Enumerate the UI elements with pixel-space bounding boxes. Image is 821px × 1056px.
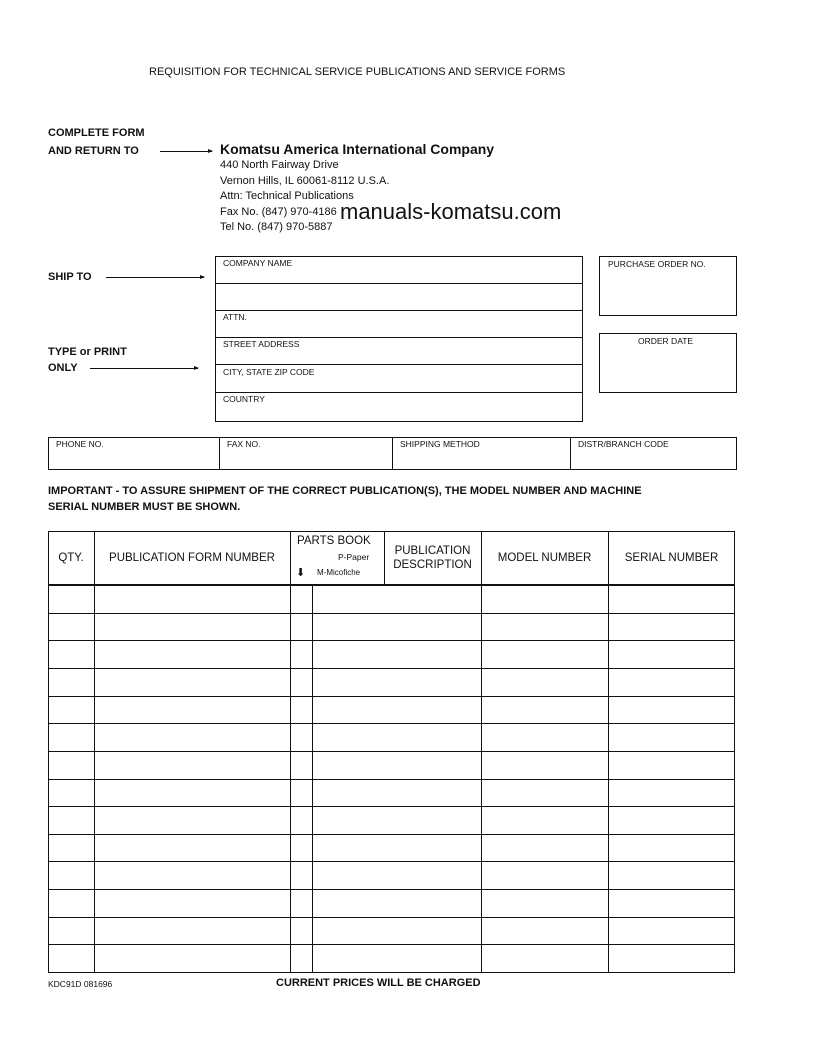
serial-cell[interactable] [609,697,735,724]
model-cell[interactable] [482,890,608,917]
qty-cell[interactable] [49,752,94,779]
field-label: STREET ADDRESS [223,339,300,349]
model-cell[interactable] [482,752,608,779]
serial-cell[interactable] [609,835,735,862]
qty-cell[interactable] [49,918,94,945]
model-cell[interactable] [482,697,608,724]
model-cell[interactable] [482,724,608,751]
paper-micro-cell[interactable] [291,724,312,751]
model-cell[interactable] [482,586,608,613]
serial-cell[interactable] [609,807,735,834]
attn-field[interactable] [215,310,583,338]
serial-cell[interactable] [609,780,735,807]
header-model: MODEL NUMBER [497,552,592,564]
order-date-field[interactable] [599,333,737,393]
form-number-cell[interactable] [95,752,290,779]
header-qty: QTY. [58,552,84,564]
paper-micro-cell[interactable] [291,752,312,779]
header-microfiche: M-Micofiche [317,568,361,577]
qty-cell[interactable] [49,669,94,696]
street-address-field[interactable] [215,337,583,365]
country-field[interactable] [215,392,583,421]
description-cell[interactable] [313,669,481,696]
address-line: 440 North Fairway Drive [220,159,339,171]
description-cell[interactable] [313,835,481,862]
description-cell[interactable] [313,945,481,972]
field-label: COMPANY NAME [223,258,293,268]
form-code: KDC91D 081696 [48,979,113,989]
arrow-icon [106,277,204,278]
form-number-cell[interactable] [95,724,290,751]
company-name-field-2[interactable] [215,283,583,311]
return-label-1: COMPLETE FORM [48,127,145,139]
serial-cell[interactable] [609,890,735,917]
arrow-down-icon: ⬇ [296,567,306,579]
field-label: FAX NO. [227,439,261,449]
address-line: Fax No. (847) 970-4186 [220,205,337,218]
form-number-cell[interactable] [95,614,290,641]
form-number-cell[interactable] [95,697,290,724]
field-label: COUNTRY [223,394,265,404]
serial-cell[interactable] [609,918,735,945]
field-label: ATTN. [223,312,247,322]
header-text: PUBLICATION [394,545,471,557]
shipping-method-field[interactable] [392,437,571,470]
model-cell[interactable] [482,862,608,889]
fax-field[interactable] [219,437,393,470]
paper-micro-cell[interactable] [291,918,312,945]
header-parts-book: PARTS BOOK [297,535,371,547]
model-cell[interactable] [482,669,608,696]
form-number-cell[interactable] [95,641,290,668]
phone-field[interactable] [48,437,220,470]
serial-cell[interactable] [609,669,735,696]
description-cell[interactable] [313,586,481,613]
form-number-cell[interactable] [95,862,290,889]
description-cell[interactable] [313,918,481,945]
serial-cell[interactable] [609,586,735,613]
company-name: Komatsu America International Company [220,141,495,157]
serial-cell[interactable] [609,752,735,779]
paper-micro-cell[interactable] [291,945,312,972]
paper-micro-cell[interactable] [291,890,312,917]
description-cell[interactable] [313,780,481,807]
form-title: REQUISITION FOR TECHNICAL SERVICE PUBLICATIONS AND SERVICE FORMS [149,66,566,78]
qty-cell[interactable] [49,697,94,724]
form-number-cell[interactable] [95,586,290,613]
field-label: SHIPPING METHOD [400,439,480,449]
form-number-cell[interactable] [95,807,290,834]
city-state-zip-field[interactable] [215,365,583,393]
paper-micro-cell[interactable] [291,780,312,807]
address-line: Tel No. (847) 970-5887 [220,221,333,233]
qty-cell[interactable] [49,780,94,807]
paper-micro-cell[interactable] [291,641,312,668]
description-cell[interactable] [313,614,481,641]
header-form-number: PUBLICATION FORM NUMBER [109,552,275,564]
model-cell[interactable] [482,807,608,834]
model-cell[interactable] [482,780,608,807]
form-number-cell[interactable] [95,835,290,862]
arrow-icon [90,368,198,369]
field-label: PURCHASE ORDER NO. [608,259,706,269]
arrow-icon [160,151,212,152]
important-note-2: SERIAL NUMBER MUST BE SHOWN. [48,501,241,513]
description-cell[interactable] [313,862,481,889]
model-cell[interactable] [482,614,608,641]
field-label: ORDER DATE [638,336,694,346]
header-text: DESCRIPTION [393,559,472,571]
paper-micro-cell[interactable] [291,835,312,862]
ship-to-label: SHIP TO [48,271,92,283]
address-line: Attn: Technical Publications [220,190,354,202]
serial-cell[interactable] [609,614,735,641]
serial-cell[interactable] [609,945,735,972]
paper-micro-cell[interactable] [291,669,312,696]
watermark: manuals-komatsu.com [340,199,562,224]
form-number-cell[interactable] [95,780,290,807]
form-number-cell[interactable] [95,945,290,972]
branch-code-field[interactable] [570,437,736,470]
qty-cell[interactable] [49,641,94,668]
model-cell[interactable] [482,918,608,945]
ship-to-box [215,256,583,422]
purchase-order-field[interactable] [599,256,737,316]
paper-micro-cell[interactable] [291,697,312,724]
return-label-2: AND RETURN TO [48,145,139,157]
important-note-1: IMPORTANT - TO ASSURE SHIPMENT OF THE CORRECT PUBLICATION(S), THE MODEL NUMBER AND MACHINE [48,485,642,497]
qty-cell[interactable] [49,862,94,889]
paper-micro-cell[interactable] [291,807,312,834]
paper-micro-cell[interactable] [291,614,312,641]
header-serial: SERIAL NUMBER [624,552,719,564]
description-cell[interactable] [313,697,481,724]
paper-micro-cell[interactable] [291,862,312,889]
qty-cell[interactable] [49,724,94,751]
form-number-cell[interactable] [95,890,290,917]
footer-note: CURRENT PRICES WILL BE CHARGED [276,977,481,989]
qty-cell[interactable] [49,890,94,917]
qty-cell[interactable] [49,614,94,641]
model-cell[interactable] [482,641,608,668]
field-label: PHONE NO. [56,439,104,449]
paper-micro-cell[interactable] [291,586,312,613]
serial-cell[interactable] [609,724,735,751]
description-cell[interactable] [313,890,481,917]
description-cell[interactable] [313,724,481,751]
qty-cell[interactable] [49,586,94,613]
description-cell[interactable] [313,752,481,779]
qty-cell[interactable] [49,835,94,862]
model-cell[interactable] [482,945,608,972]
serial-cell[interactable] [609,641,735,668]
field-label: CITY, STATE ZIP CODE [223,367,315,377]
header-paper: P-Paper [338,552,370,562]
form-number-cell[interactable] [95,918,290,945]
description-cell[interactable] [313,641,481,668]
header-description [384,531,481,585]
qty-cell[interactable] [49,807,94,834]
model-cell[interactable] [482,835,608,862]
description-cell[interactable] [313,807,481,834]
serial-cell[interactable] [609,862,735,889]
address-line: Vernon Hills, IL 60061-8112 U.S.A. [220,174,390,187]
qty-cell[interactable] [49,945,94,972]
type-print-label-2: ONLY [48,362,78,374]
contact-row [48,437,737,470]
type-print-label-1: TYPE or PRINT [48,346,127,358]
form-number-cell[interactable] [95,669,290,696]
field-label: DISTR/BRANCH CODE [578,439,669,449]
company-name-field[interactable] [215,256,583,284]
